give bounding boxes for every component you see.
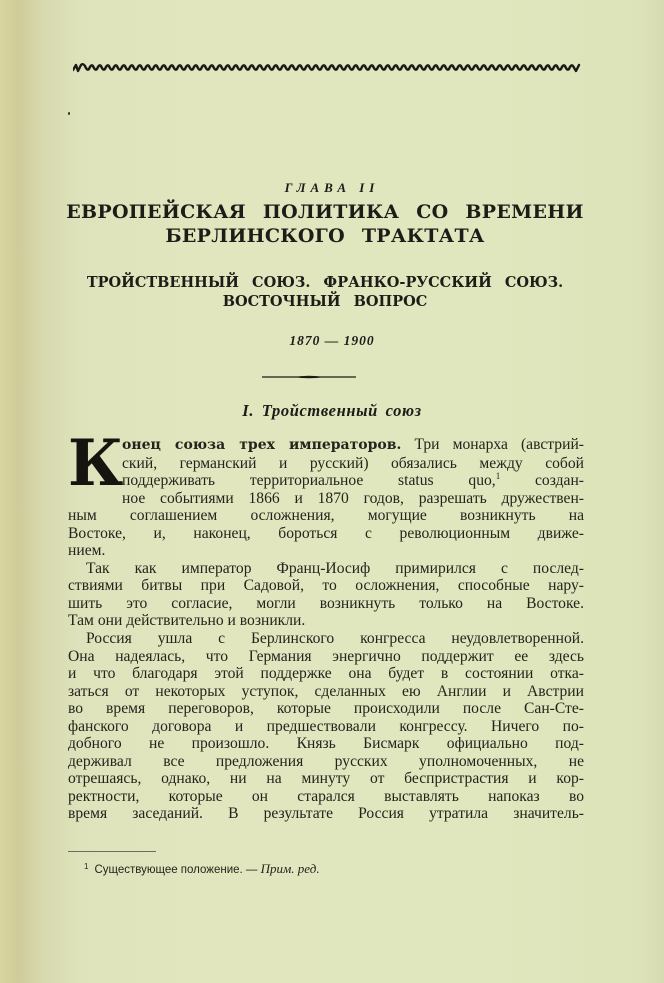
text-line: ное событиями 1866 и 1870 годов, разрешать дружествен-	[122, 489, 584, 507]
paragraph-1	[68, 426, 584, 560]
paragraph-2	[68, 560, 584, 630]
text-line: Россия ушла с Берлинского конгресса неудовлетворенной.	[86, 630, 584, 648]
text-line: ский, германский и русский) обязались между собой	[122, 454, 584, 472]
text-line: добного не произошло. Князь Бисмарк официально под-	[68, 735, 584, 753]
text-line: Так как император Франц-Иосиф примирился с послед-	[86, 559, 584, 577]
text-line: поддерживать территориальное status quo,$^1$ создан-	[122, 471, 584, 490]
section-heading: I. Тройственный союз	[242, 401, 422, 420]
text-line: ным соглашением осложнения, могущие возникнуть на	[68, 507, 584, 525]
text-line: во время переговоров, которые происходили после Сан-Сте-	[68, 700, 584, 718]
chapter-title	[60, 200, 590, 248]
chapter-subtitle-line-2: ВОСТОЧНЫЙ ВОПРОС	[222, 293, 428, 310]
ornamental-divider	[262, 375, 356, 379]
text-line: шить это согласие, могли возникнуть только на Востоке.	[68, 594, 584, 612]
editor-note: Прим. ред.	[260, 861, 320, 876]
chapter-subtitle-line-1: ТРОЙСТВЕННЫЙ СОЮЗ. ФРАНКО-РУССКИЙ СОЮЗ.	[86, 274, 564, 291]
text-line: отрешаясь, однако, ни на минуту от беспристрастия и кор-	[68, 770, 584, 788]
chapter-years: 1870 — 1900	[289, 333, 375, 348]
footnote	[84, 861, 320, 877]
chapter-label: ГЛАВА II	[284, 180, 380, 195]
chapter-title-line-2: БЕРЛИНСКОГО ТРАКТАТА	[165, 225, 485, 247]
chapter-subtitle	[60, 273, 590, 311]
print-speck	[68, 112, 70, 115]
text-line: держивал все предложения русских уполномоченных, не	[68, 752, 584, 770]
paragraph-3	[68, 630, 584, 823]
text-line: нием.	[68, 542, 106, 560]
footnote-mark: 1	[84, 862, 89, 871]
text-line: заться от некоторых уступок, сделанных ею Англии и Австрии	[68, 682, 584, 700]
text-line: время заседаний. В результате Россия утратила значитель-	[68, 805, 584, 823]
text-line: онец союза трех императоров. Три монарха (австрий-	[122, 436, 584, 453]
text-line: ректности, которые он старался выставлять напоказ во	[68, 787, 584, 805]
body-text	[68, 426, 584, 823]
wavy-ornament-rule	[73, 62, 581, 74]
text-line: Востоке, и, наконец, бороться с революционным движе-	[68, 524, 584, 542]
footnote-divider	[68, 851, 156, 852]
chapter-title-line-1: ЕВРОПЕЙСКАЯ ПОЛИТИКА СО ВРЕМЕНИ	[66, 201, 584, 223]
text-line: фанского договора и предшествовали конгрессу. Ничего по-	[68, 717, 584, 735]
footnote-text: Существующее положение. —	[94, 864, 261, 876]
text-line: Она надеялась, что Германия энергично поддержит ее здесь	[68, 647, 584, 665]
text-line: Там они действительно и возникли.	[68, 612, 306, 630]
text-line: и что благодаря этой поддержке она будет в состоянии отка-	[68, 665, 584, 683]
text-line: ствиями битвы при Садовой, то осложнения, способные нару-	[68, 577, 584, 595]
footnote-ref[interactable]: 1	[495, 471, 501, 482]
lead-in-bold: онец союза трех императоров.	[122, 437, 402, 453]
drop-cap: К	[68, 426, 122, 501]
